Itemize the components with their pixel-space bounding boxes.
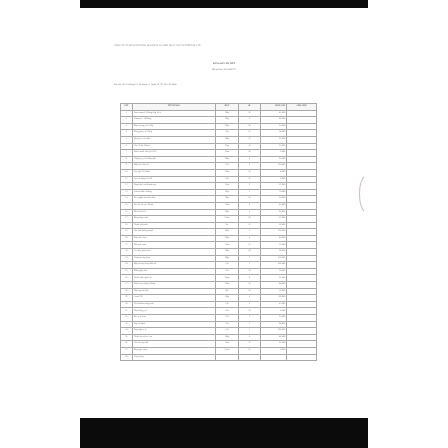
cell-unit: Hộp [216, 189, 238, 196]
cell-price: 110.000 [261, 295, 287, 302]
cell-qty: 20 [238, 308, 260, 315]
cell-qty: 25 [238, 176, 260, 183]
cell-stt: 30 [121, 301, 133, 308]
header-name: TÊN HÀNG [132, 104, 216, 111]
cell-qty: 10 [238, 249, 260, 256]
cell-qty: 30 [238, 150, 260, 157]
cell-price: 15.000 [261, 216, 287, 223]
cell-qty: 5 [238, 189, 260, 196]
cell-note [287, 255, 317, 262]
cell-unit: Gói [216, 130, 238, 137]
cell-stt: 32 [121, 315, 133, 322]
table-row [121, 255, 317, 262]
cell-name: Thuốc nhỏ mắt [132, 222, 216, 229]
cell-unit: Chai [216, 169, 238, 176]
cell-unit: Cuộn [216, 347, 238, 354]
cell-unit: Cái [216, 163, 238, 170]
cell-note [287, 282, 317, 289]
cell-stt: 21 [121, 242, 133, 249]
document-info-line: Địa chỉ: Số 15 đường 3/2, Phường 11, Quận 10, TP. Hồ Chí Minh [114, 83, 177, 86]
cell-name: Kim tiêm 5ml [132, 235, 216, 242]
cell-qty: 12 [238, 222, 260, 229]
cell-note [287, 163, 317, 170]
table-row [121, 209, 317, 216]
cell-name: Khăn giấy ướt [132, 268, 216, 275]
cell-price: 12.000 [261, 242, 287, 249]
table-row [121, 301, 317, 308]
cell-qty: 15 [238, 347, 260, 354]
table-row [121, 268, 317, 275]
table-row [121, 189, 317, 196]
cell-qty: 20 [238, 268, 260, 275]
cell-price: 65.000 [261, 209, 287, 216]
cell-stt: 19 [121, 229, 133, 236]
cell-name: Bông gòn y tế 100g [132, 130, 216, 137]
table-row [121, 288, 317, 295]
cell-price: 48.000 [261, 334, 287, 341]
table-row [121, 117, 317, 124]
cell-unit: Hộp [216, 156, 238, 163]
cell-qty: 10 [238, 216, 260, 223]
company-line: CÔNG TY CỔ PHẦN THƯƠNG MẠI DỊCH VỤ SINH HOẠT VẬT TƯ THIẾT BỊ Y TẾ [114, 44, 201, 47]
cell-stt: 34 [121, 328, 133, 335]
cell-price: 650.000 [261, 262, 287, 269]
cell-price: 90.000 [261, 321, 287, 328]
table-row [121, 216, 317, 223]
cell-qty: 5 [238, 117, 260, 124]
cell-unit: Hộp [216, 209, 238, 216]
document-title: BẢNG KÊ CHI TIẾT [212, 62, 236, 65]
table-row [121, 341, 317, 348]
cell-unit: Cái [216, 315, 238, 322]
cell-note [287, 262, 317, 269]
cell-qty: 15 [238, 130, 260, 137]
cell-price: 8.000 [261, 308, 287, 315]
cell-qty: 2 [238, 321, 260, 328]
table-row [121, 163, 317, 170]
cell-name: Nhiệt kế điện tử [132, 163, 216, 170]
table-row [121, 354, 317, 361]
cell-note [287, 222, 317, 229]
cell-note [287, 334, 317, 341]
cell-name: Canxi D3 [132, 295, 216, 302]
cell-note [287, 202, 317, 209]
cell-unit: Tuýp [216, 275, 238, 282]
cell-price: 18.000 [261, 130, 287, 137]
cell-unit: Hộp [216, 117, 238, 124]
cell-stt: 18 [121, 222, 133, 229]
cell-name: Paracetamol 500mg hộp 10 vỉ [132, 110, 216, 117]
cell-note [287, 183, 317, 190]
cell-note [287, 169, 317, 176]
cell-name: Găng tay y tế không bột [132, 156, 216, 163]
cell-note [287, 209, 317, 216]
cell-note [287, 235, 317, 242]
cell-note [287, 229, 317, 236]
cell-unit: Hộp [216, 229, 238, 236]
cell-stt: 3 [121, 123, 133, 130]
cell-stt: 16 [121, 209, 133, 216]
cell-price: 30.000 [261, 196, 287, 203]
cell-unit: Chai [216, 282, 238, 289]
cell-note [287, 189, 317, 196]
cell-qty [238, 354, 260, 361]
cell-name: Tăm bông y tế [132, 308, 216, 315]
cell-price: 45.000 [261, 301, 287, 308]
table-row [121, 202, 317, 209]
cell-name: Dầu gió xanh [132, 242, 216, 249]
table-row [121, 328, 317, 335]
cell-qty: 10 [238, 143, 260, 150]
cell-qty: 10 [238, 288, 260, 295]
cell-note [287, 110, 317, 117]
cell-price: 28.000 [261, 249, 287, 256]
cell-unit: Chai [216, 202, 238, 209]
cell-unit: Hộp [216, 295, 238, 302]
table-row [121, 183, 317, 190]
cell-note [287, 242, 317, 249]
cell-qty: 3 [238, 229, 260, 236]
cell-qty: 4 [238, 163, 260, 170]
cell-stt: 9 [121, 163, 133, 170]
cell-unit: Cái [216, 321, 238, 328]
cell-note [287, 328, 317, 335]
header-price: ĐƠN GIÁ [261, 104, 287, 111]
cell-note [287, 354, 317, 361]
cell-price: 6.000 [261, 150, 287, 157]
cell-price: 32.000 [261, 341, 287, 348]
cell-unit: Gói [216, 268, 238, 275]
cell-unit: Cái [216, 301, 238, 308]
table-row [121, 222, 317, 229]
cell-stt: 33 [121, 321, 133, 328]
cell-unit: Hộp [216, 249, 238, 256]
table-row [121, 150, 317, 157]
cell-note [287, 301, 317, 308]
cell-stt: 35 [121, 334, 133, 341]
cell-price: 35.000 [261, 275, 287, 282]
cell-stt: 14 [121, 196, 133, 203]
cell-qty: 6 [238, 334, 260, 341]
table-row [121, 235, 317, 242]
header-stt: STT [121, 104, 133, 111]
cell-note [287, 308, 317, 315]
cell-note [287, 117, 317, 124]
cell-qty: 5 [238, 255, 260, 262]
cell-qty: 12 [238, 136, 260, 143]
cell-price: 35.000 [261, 123, 287, 130]
cell-qty: 10 [238, 282, 260, 289]
table-row [121, 308, 317, 315]
cell-unit: Hộp [216, 255, 238, 262]
cell-name: Gạc vô trùng 10x10 [132, 176, 216, 183]
cell-note [287, 268, 317, 275]
cell-qty: 20 [238, 123, 260, 130]
cell-qty: 15 [238, 242, 260, 249]
table-row [121, 242, 317, 249]
cell-price: 40.000 [261, 282, 287, 289]
cell-qty: 10 [238, 169, 260, 176]
cell-note [287, 176, 317, 183]
cell-name: Túi chườm nóng lạnh [132, 301, 216, 308]
cell-stt: 25 [121, 268, 133, 275]
cell-price: 55.000 [261, 183, 287, 190]
cell-name: Dung dịch sát khuẩn tay [132, 183, 216, 190]
cell-qty: 1 [238, 328, 260, 335]
cell-name: Thuốc hạ sốt trẻ em [132, 334, 216, 341]
cell-stt: 29 [121, 295, 133, 302]
cell-unit: Lọ [216, 222, 238, 229]
cell-stt: 26 [121, 275, 133, 282]
cell-unit: Hộp [216, 196, 238, 203]
table-row [121, 347, 317, 354]
cell-price: 10.000 [261, 268, 287, 275]
cell-unit: Chai [216, 150, 238, 157]
cell-qty: 3 [238, 315, 260, 322]
cell-qty: 8 [238, 202, 260, 209]
cell-unit: Gói [216, 176, 238, 183]
header-qty: SL [238, 104, 260, 111]
cell-unit: Hộp [216, 334, 238, 341]
cell-price: 70.000 [261, 189, 287, 196]
detail-table [120, 103, 317, 361]
cell-name: Que thử đường huyết [132, 229, 216, 236]
table-header-row [121, 104, 317, 111]
cell-name: Men tiêu hóa [132, 209, 216, 216]
cell-qty: 10 [238, 110, 260, 117]
cell-price: 42.000 [261, 202, 287, 209]
cell-name: Thuốc bôi ngoài da [132, 275, 216, 282]
cell-unit: Hộp [216, 110, 238, 117]
cell-unit: Chai [216, 341, 238, 348]
cell-unit: Chai [216, 242, 238, 249]
cell-unit [216, 354, 238, 361]
cell-stt: 22 [121, 249, 133, 256]
cell-name: Ống nghe y tế [132, 328, 216, 335]
cell-note [287, 216, 317, 223]
cell-name: Siro ho trẻ em 100ml [132, 202, 216, 209]
cell-stt: 15 [121, 202, 133, 209]
cell-price: 9.000 [261, 347, 287, 354]
cell-stt: 17 [121, 216, 133, 223]
cell-name: Oxy già 3% 60ml [132, 169, 216, 176]
cell-unit: Hộp [216, 235, 238, 242]
cell-unit: Chai [216, 143, 238, 150]
cell-stt: 8 [121, 156, 133, 163]
cell-name: Băng keo cá nhân [132, 136, 216, 143]
cell-unit: Hộp [216, 136, 238, 143]
cell-note [287, 143, 317, 150]
cell-stt: 11 [121, 176, 133, 183]
cell-note [287, 295, 317, 302]
cell-qty: 4 [238, 235, 260, 242]
table-row [121, 249, 317, 256]
cell-name: Vitamin tổng hợp [132, 255, 216, 262]
cell-price: 22.000 [261, 136, 287, 143]
cell-stt: 38 [121, 354, 133, 361]
cell-name: Gel rửa tay khô [132, 341, 216, 348]
table-row [121, 196, 317, 203]
table-row [121, 143, 317, 150]
document-subtitle: Mã số thuế: 0312048772 [212, 68, 236, 71]
cell-note [287, 249, 317, 256]
cell-stt: 37 [121, 347, 133, 354]
cell-stt: 4 [121, 130, 133, 137]
cell-stt: 24 [121, 262, 133, 269]
cell-price: 35.000 [261, 315, 287, 322]
cell-note [287, 321, 317, 328]
cell-price: 150.000 [261, 255, 287, 262]
cell-price: 250.000 [261, 229, 287, 236]
cell-unit: Hộp [216, 123, 238, 130]
viewer-bottom-bar [80, 418, 368, 448]
cell-note [287, 341, 317, 348]
table-row [121, 275, 317, 282]
cell-stt: 23 [121, 255, 133, 262]
cell-price: 25.000 [261, 143, 287, 150]
document-page [80, 8, 368, 418]
cell-qty: 8 [238, 275, 260, 282]
table-row [121, 169, 317, 176]
table-row [121, 136, 317, 143]
cell-note [287, 123, 317, 130]
cell-note [287, 136, 317, 143]
cell-stt: 10 [121, 169, 133, 176]
cell-name: Cao dán giảm đau [132, 249, 216, 256]
cell-price: 80.000 [261, 235, 287, 242]
cell-name: Băng thun cuộn [132, 216, 216, 223]
cell-name: Kẹo ngậm ho thảo dược [132, 196, 216, 203]
table-row [121, 295, 317, 302]
cell-name: Nẹp cố định [132, 321, 216, 328]
cell-name: Nước muối sinh lý 0.9% [132, 150, 216, 157]
cell-name: Amoxicillin 500mg [132, 189, 216, 196]
cell-stt: 6 [121, 143, 133, 150]
cell-price: 5.000 [261, 176, 287, 183]
cell-stt: 31 [121, 308, 133, 315]
cell-stt: 12 [121, 183, 133, 190]
cell-note [287, 275, 317, 282]
cell-price: 95.000 [261, 156, 287, 163]
header-unit: ĐVT [216, 104, 238, 111]
cell-unit: Gói [216, 308, 238, 315]
cell-price: 20.000 [261, 222, 287, 229]
cell-name: Dây truyền dịch [132, 288, 216, 295]
table-row [121, 229, 317, 236]
cell-note [287, 130, 317, 137]
cell-note [287, 288, 317, 295]
cell-stt: 36 [121, 341, 133, 348]
cell-qty: 8 [238, 156, 260, 163]
cell-price: 320.000 [261, 328, 287, 335]
cell-note [287, 315, 317, 322]
cell-note [287, 347, 317, 354]
cell-note [287, 150, 317, 157]
cell-stt: 13 [121, 189, 133, 196]
cell-stt: 27 [121, 282, 133, 289]
cell-unit: Cái [216, 262, 238, 269]
cell-qty: 6 [238, 301, 260, 308]
cell-unit: Bộ [216, 288, 238, 295]
cell-unit: Cái [216, 328, 238, 335]
cell-note [287, 156, 317, 163]
table-row [121, 110, 317, 117]
table-row [121, 334, 317, 341]
table-row [121, 315, 317, 322]
page-edge-marker [356, 176, 368, 212]
table-row [121, 130, 317, 137]
cell-stt: 7 [121, 150, 133, 157]
cell-stt: 28 [121, 288, 133, 295]
cell-name: Máy đo huyết áp điện tử [132, 262, 216, 269]
table-row [121, 321, 317, 328]
cell-price: 15.000 [261, 288, 287, 295]
table-row [121, 176, 317, 183]
cell-qty: 6 [238, 209, 260, 216]
cell-stt: 2 [121, 117, 133, 124]
table-row [121, 123, 317, 130]
cell-name: Cồn 70 độ 500ml [132, 143, 216, 150]
cell-stt: 20 [121, 235, 133, 242]
cell-name: Nước súc miệng 250ml [132, 282, 216, 289]
cell-stt: 1 [121, 110, 133, 117]
viewer-top-bar [80, 0, 368, 8]
table-row [121, 262, 317, 269]
table-row [121, 282, 317, 289]
cell-qty: 4 [238, 295, 260, 302]
cell-price: 45.000 [261, 110, 287, 117]
cell-name: Băng gạc cuộn [132, 347, 216, 354]
cell-stt: 5 [121, 136, 133, 143]
cell-unit: Cuộn [216, 216, 238, 223]
cell-name: Tổng cộng [132, 354, 216, 361]
cell-name: Vitamin C 1000mg [132, 117, 216, 124]
cell-name: Kéo y tế inox [132, 315, 216, 322]
cell-qty: 2 [238, 262, 260, 269]
cell-qty: 12 [238, 341, 260, 348]
cell-price: 60.000 [261, 117, 287, 124]
cell-note [287, 196, 317, 203]
cell-price: 8.000 [261, 169, 287, 176]
cell-name: Khẩu trang y tế 4 lớp [132, 123, 216, 130]
cell-price: 120.000 [261, 163, 287, 170]
cell-price [261, 354, 287, 361]
cell-qty: 10 [238, 196, 260, 203]
cell-unit: Chai [216, 183, 238, 190]
cell-qty: 6 [238, 183, 260, 190]
header-note: GHI CHÚ [287, 104, 317, 111]
table-row [121, 156, 317, 163]
